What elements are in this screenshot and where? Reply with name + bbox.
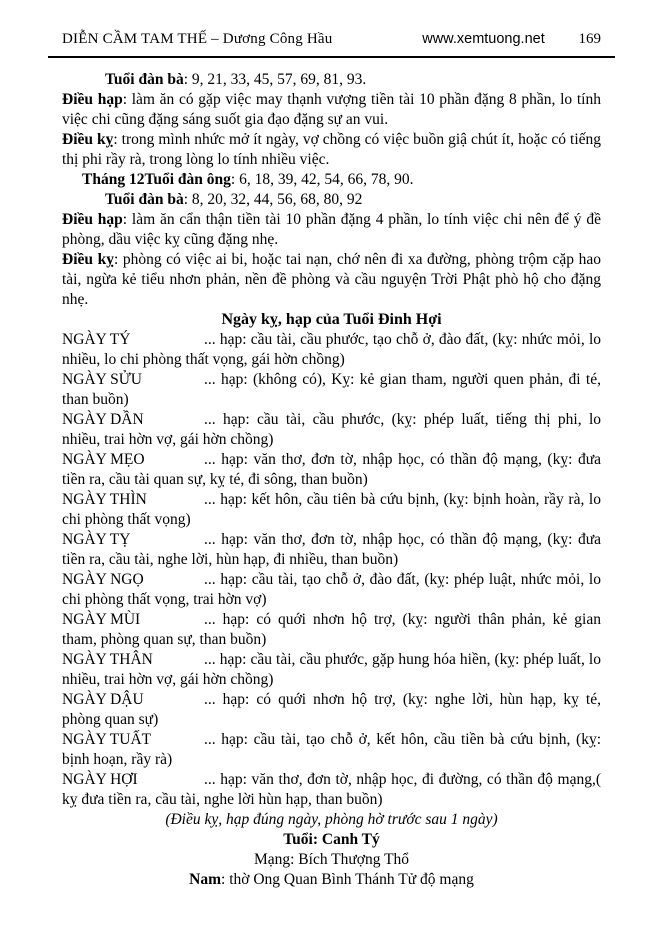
day-text: ... hạp: (không có), Kỵ: kẻ gian tham, người quen phản, đi té, than buồn) [62,371,601,408]
day-name: NGÀY DẬU [62,691,144,708]
day-entry-dan [62,410,601,450]
day-name: NGÀY THÌN [62,491,147,508]
para-label: Tuổi đàn bà [105,191,184,208]
para-label: Điều hạp [62,211,123,228]
day-entry-ty [62,330,601,370]
para-text: : 8, 20, 32, 44, 56, 68, 80, 92 [183,191,363,208]
para-dieu-ky-2 [62,250,601,310]
para-label: Điều hạp [62,91,123,108]
day-text: ... hạp: cầu tài, cầu phước, tạo chỗ ở, đào đất, (kỵ: nhức mỏi, lo nhiều, lo chi phòng thất vọng, gái hờn chồng) [62,331,601,368]
para-text: : 6, 18, 39, 42, 54, 66, 78, 90. [230,171,414,188]
day-name: NGÀY HỢI [62,771,138,788]
para-thang-12 [62,170,601,190]
para-dieu-hap-1 [62,90,601,130]
para-tuoi-dan-ba-2 [62,190,601,210]
para-text: : phòng có việc ai bi, hoặc tai nạn, chớ nên đi xa đường, phòng trộm cặp hao tài, ngừa kẻ tiểu nhơn phản, nền đề phòng và cầu nguyện Trời Phật phò hộ cho đặng nhẹ. [62,251,601,308]
day-entry-hoi [62,770,601,810]
day-entry-mui [62,610,601,650]
age-title: Tuổi: Canh Tý [283,831,380,848]
para-label: Tuổi đàn bà [105,71,184,88]
day-name: NGÀY MÙI [62,611,141,628]
day-text: ... hạp: cầu tài, tạo chỗ ở, kết hôn, cầu tiền bà cứu bịnh, (kỵ: bịnh hoạn, rầy rà) [62,731,601,768]
nam-text: : thờ Ong Quan Bình Thánh Tử độ mạng [221,871,474,888]
day-text: ... hạp: cầu tài, cầu phước, (kỵ: phép luất, tiếng thị phi, lo nhiều, trai hờn vợ, gái hờn chồng) [62,411,601,448]
book-title: DIỄN CẦM TAM THẾ – Dương Công Hầu [62,31,333,47]
para-dieu-ky-1 [62,130,601,170]
para-label: Điều kỵ [62,131,114,148]
day-name: NGÀY TUẤT [62,731,152,748]
day-text: ... hạp: cầu tài, tạo chỗ ở, đào đất, (kỵ: phép luật, nhức mỏi, lo chi phòng thất vọng, trai hờn vợ) [62,571,601,608]
day-text: ... hạp: văn thơ, đơn tờ, nhập học, có thần độ mạng, (kỵ: đưa tiền ra, cầu tài quan sự, kỵ té, đi sông, than buồn) [62,451,601,488]
page-content [62,70,601,890]
para-text: : làm ăn cẩn thận tiền tài 10 phần đặng 4 phần, lo tính việc chi nên để ý đề phòng, dầu việc kỵ cũng đặng nhẹ. [62,211,601,248]
timing-note: (Điều kỵ, hạp đúng ngày, phòng hờ trước sau 1 ngày) [165,811,498,828]
day-entry-dau [62,690,601,730]
day-text: ... hạp: kết hôn, cầu tiên bà cứu bịnh, (kỵ: bịnh hoàn, rầy rà, lo chi phòng thất vọng) [62,491,601,528]
day-text: ... hạp: có quới nhơn hộ trợ, (kỵ: nghe lời, hùn hạp, kỵ té, phòng quan sự) [62,691,601,728]
day-text: ... hạp: cầu tài, cầu phước, gặp hung hóa hiền, (kỵ: phép luất, lo nhiều, trai hờn vợ, gái hờn chồng) [62,651,601,688]
day-name: NGÀY SỬU [62,371,142,388]
page-header [62,30,601,48]
para-tuoi-dan-ba-1 [62,70,601,90]
day-entry-thin [62,490,601,530]
para-label: Tháng 12Tuổi đàn ông [82,171,231,188]
day-entry-meo [62,450,601,490]
day-entry-ngo [62,570,601,610]
header-right [422,30,601,48]
website-url: www.xemtuong.net [422,31,545,47]
day-text: ... hạp: văn thơ, đơn tờ, nhập học, có thần độ mạng, (kỵ: đưa tiền ra, cầu tài, nghe lời, hùn hạp, đi nhiều, than buồn) [62,531,601,568]
para-label: Điều kỵ [62,251,114,268]
para-text: : làm ăn có gặp việc may thạnh vượng tiền tài 10 phần đặng 8 phần, lo tính việc chi cũng đặng sáng suốt gia đạo đặng sự an vui. [62,91,601,128]
day-name: NGÀY MẸO [62,451,145,468]
day-name: NGÀY TỴ [62,531,131,548]
day-name: NGÀY DẦN [62,411,144,428]
para-text: : 9, 21, 33, 45, 57, 69, 81, 93. [183,71,367,88]
nam-line [62,870,601,890]
section-heading: Ngày kỵ, hạp của Tuổi Đinh Hợi [221,311,442,328]
para-dieu-hap-2 [62,210,601,250]
day-name: NGÀY NGỌ [62,571,144,588]
day-name: NGÀY THÂN [62,651,153,668]
day-text: ... hạp: có quới nhơn hộ trợ, (kỵ: người thân phản, kẻ gian tham, phòng quan sự, than buồn) [62,611,601,648]
mang-line: Mạng: Bích Thượng Thổ [253,851,410,868]
nam-label: Nam [189,871,222,888]
day-name: NGÀY TÝ [62,331,131,348]
header-divider [48,56,615,58]
day-entry-ti [62,530,601,570]
day-entry-suu [62,370,601,410]
para-text: : trong mình nhức mở ít ngày, vợ chồng có việc buồn giậ chút ít, hoặc có tiếng thị phi rầy rà, trong lòng lo tính nhiều việc. [62,131,602,168]
page-number: 169 [578,31,601,47]
day-entry-than [62,650,601,690]
day-text: ... hạp: văn thơ, đơn tờ, nhập học, đi đường, có thần độ mạng,( kỵ đưa tiền ra, cầu tài, nghe lời hùn hạp, than buồn) [62,771,601,808]
day-entry-tuat [62,730,601,770]
